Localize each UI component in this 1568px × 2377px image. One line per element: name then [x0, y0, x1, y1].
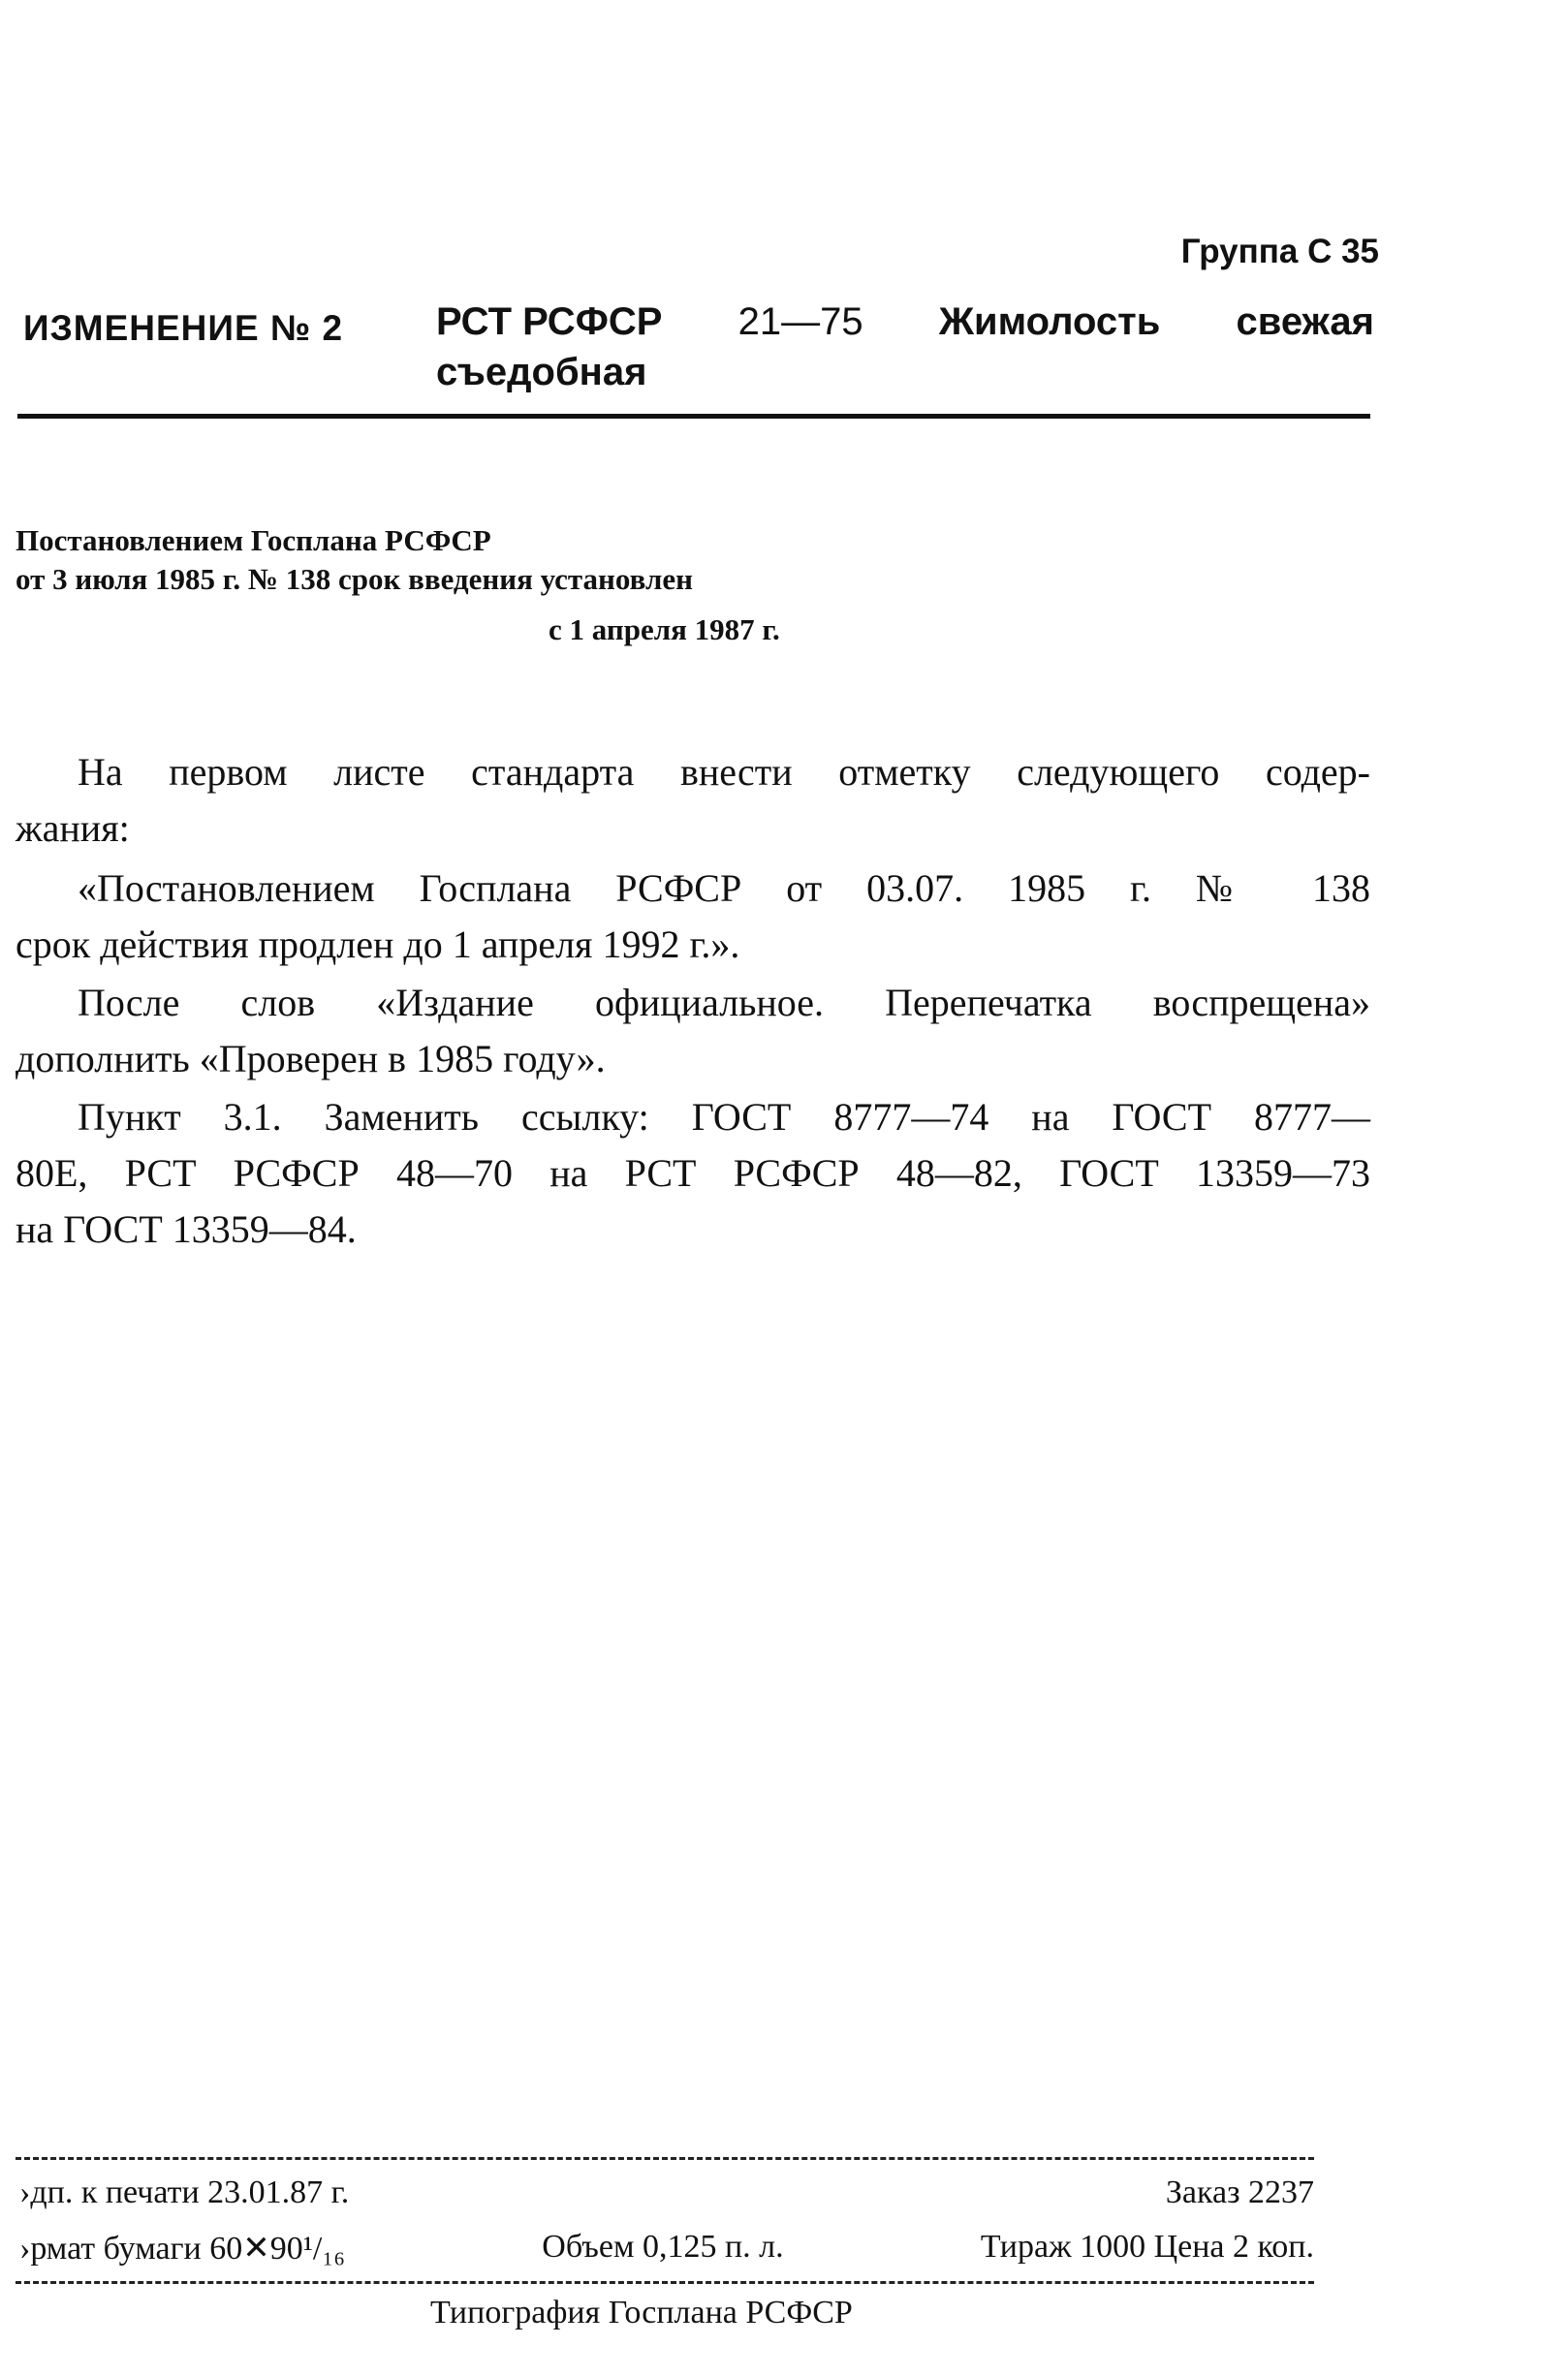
paragraph-line: дополнить «Проверен в 1985 году».	[16, 1037, 606, 1080]
paragraph-line: жания:	[16, 806, 130, 850]
imprint-row-1	[19, 2174, 1347, 2211]
paragraph-line: После слов «Издание официальное. Перепечатка воспрещена»	[78, 981, 1370, 1024]
paragraph-line: Пункт 3.1. Заменить ссылку: ГОСТ 8777—74 на ГОСТ 8777—	[78, 1095, 1370, 1139]
imprint-row-2	[19, 2229, 1347, 2268]
standard-title-line2: съедобная	[436, 351, 647, 393]
paper-format: ›рмат бумаги 60✕90¹/₁₆	[19, 2231, 346, 2267]
paragraph-line: «Постановлением Госплана РСФСР от 03.07. 1985 г. № 138	[78, 866, 1370, 910]
change-number-label: ИЗМЕНЕНИЕ № 2	[23, 308, 344, 348]
paragraph-line: На первом листе стандарта внести отметку следующего содер-	[78, 750, 1370, 794]
paragraph-reference-replacement	[16, 1089, 1370, 1258]
print-run-price: Тираж 1000 Цена 2 коп.	[980, 2229, 1314, 2265]
printer-name: Типография Госплана РСФСР	[430, 2295, 853, 2330]
footer-rule-top	[16, 2157, 1314, 2160]
standard-number: 21—75	[737, 300, 863, 343]
group-label: Группа С 35	[1180, 233, 1379, 270]
paragraph-line: срок действия продлен до 1 апреля 1992 г.».	[16, 923, 740, 966]
paragraph-line: на ГОСТ 13359—84.	[16, 1207, 357, 1251]
standard-code: РСТ РСФСР	[436, 300, 663, 343]
signed-for-print: ›дп. к печати 23.01.87 г.	[19, 2174, 350, 2210]
title-word-1: Жимолость	[938, 300, 1161, 343]
decree-line-1: Постановлением Госплана РСФСР	[16, 523, 491, 557]
standard-title-line1	[436, 300, 1374, 344]
paragraph-first-sheet-note	[16, 744, 1370, 857]
decree-line-2: от 3 июля 1985 г. № 138 срок введения установлен	[16, 562, 693, 596]
footer-rule-bottom	[16, 2281, 1314, 2284]
paragraph-line: 80Е, РСТ РСФСР 48—70 на РСТ РСФСР 48—82, ГОСТ 13359—73	[16, 1151, 1370, 1195]
title-word-2: свежая	[1236, 300, 1374, 343]
order-number: Заказ 2237	[1165, 2174, 1314, 2210]
header-rule	[17, 414, 1370, 419]
paragraph-decree-quote	[16, 860, 1370, 973]
volume: Объем 0,125 п. л.	[542, 2229, 784, 2265]
decree-line-3: с 1 апреля 1987 г.	[549, 612, 780, 646]
paragraph-checked-note	[16, 975, 1370, 1087]
